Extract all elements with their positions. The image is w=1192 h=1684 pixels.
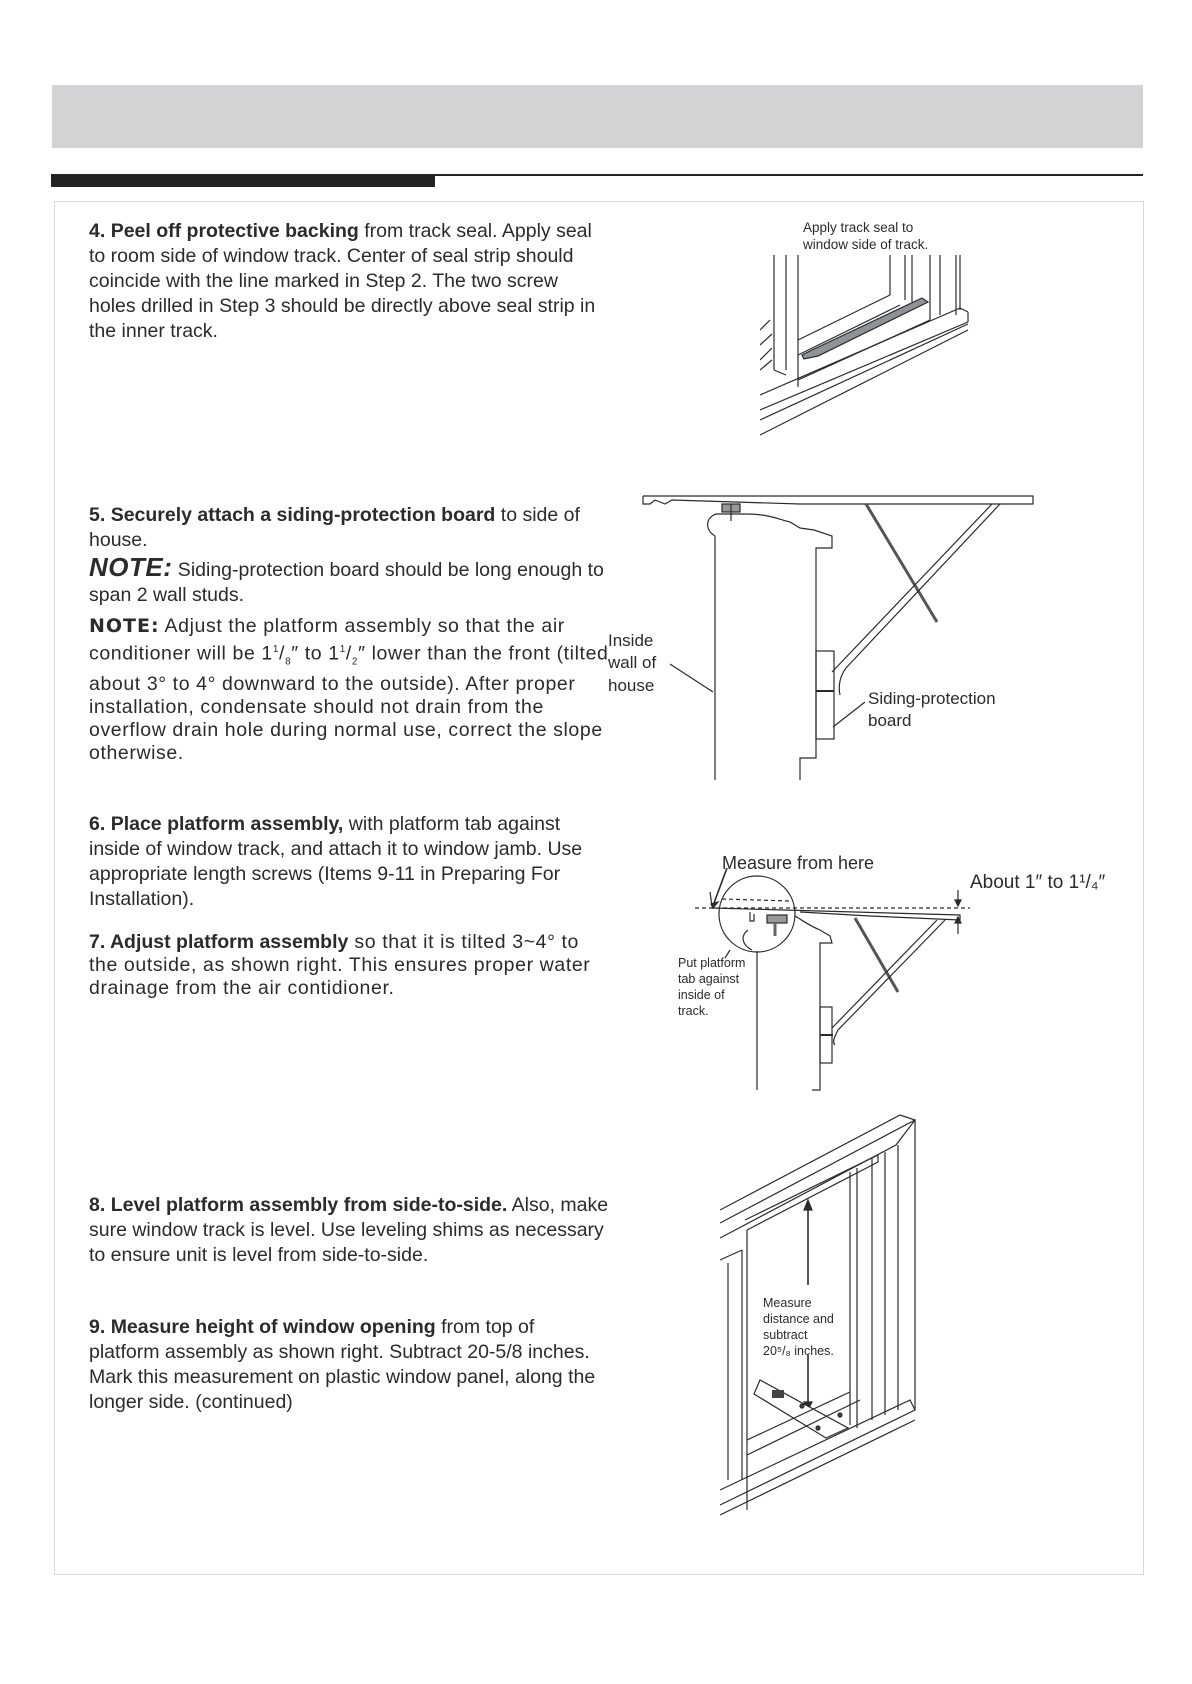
step-9-title: 9. Measure height of window opening xyxy=(89,1316,436,1338)
step-4 xyxy=(89,219,609,344)
step-5-note-1 xyxy=(89,552,609,608)
figure-platform-tilt xyxy=(670,850,1140,1100)
fig1-label-2: window side of track. xyxy=(803,237,929,252)
frac-num: 1 xyxy=(339,644,346,655)
note-text-a: Adjust the platform assembly so that the air conditioner will be 1 xyxy=(89,615,565,665)
step-7-body: so that it is tilted 3~4° to the outside, as shown right. This ensures proper water drainage from the air contidioner. xyxy=(89,931,591,999)
fig2-board-label-1: Siding-protection xyxy=(868,689,996,708)
step-9-body: from top of platform assembly as shown right. Subtract 20-5/8 inches. Mark this measurement on plastic window panel, along the longer side. (continued) xyxy=(89,1316,596,1413)
figure-siding-board xyxy=(600,490,1060,790)
step-7 xyxy=(89,931,599,1000)
fig2-board-label-2: board xyxy=(868,711,912,730)
fig4-label-1: Measure xyxy=(763,1296,812,1310)
step-5-body: to side of house. xyxy=(89,504,580,551)
step-6 xyxy=(89,812,609,912)
step-5-title: 5. Securely attach a siding-protection board xyxy=(89,504,496,526)
siding-board-illustration xyxy=(600,490,1060,790)
fig4-label-2: distance and xyxy=(763,1312,834,1326)
fig4-label-4: 20⁵/₈ inches. xyxy=(763,1344,834,1358)
step-9 xyxy=(89,1315,609,1415)
fig2-wall-label-1: Inside xyxy=(608,631,654,650)
step-6-title: 6. Place platform assembly, xyxy=(89,813,344,835)
note-label: NOTE: xyxy=(89,615,160,637)
frac-den: 2 xyxy=(351,656,359,668)
fig3-about-label: About 1″ to 1¹/₄″ xyxy=(970,872,1106,893)
figure-track-seal xyxy=(760,220,1000,440)
figure-window-height xyxy=(720,1110,930,1540)
step-5 xyxy=(89,503,609,553)
fig3-measure-label: Measure from here xyxy=(722,853,875,873)
fig3-tab-label-3: inside of xyxy=(678,988,725,1002)
step-5-note-2: NOTE: Adjust the platform assembly so that the air conditioner will be $1^1/_8''$ to $1^1/_2''$ lower than the front (tilted about 3° to 4° downward to the outside). After proper installation, condensate should not drain from the overflow drain hole during normal use, correct the slope otherwise. xyxy=(89,615,609,765)
step-4-title: 4. Peel off protective backing xyxy=(89,220,359,242)
step-8 xyxy=(89,1193,609,1268)
note-text-c: lower than the front (tilted about 3° to 4° downward to the outside). After proper installation, condensate should not drain from the overflow drain hole during normal use, correct the slope otherwise. xyxy=(89,642,609,765)
fig1-label-1: Apply track seal to xyxy=(803,220,914,235)
section-rule-thin xyxy=(435,174,1143,176)
note-text: Siding-protection board should be long enough to span 2 wall studs. xyxy=(89,559,604,606)
fig4-label-3: subtract xyxy=(763,1328,808,1342)
fig2-wall-label-2: wall of xyxy=(608,653,657,672)
frac-num: 1 xyxy=(272,644,280,655)
fig3-tab-label-2: tab against xyxy=(678,972,740,986)
header-band xyxy=(52,85,1143,148)
step-6-body: with platform tab against inside of window track, and attach it to window jamb. Use appropriate length screws (Items 9-11 in Preparing For Installation). xyxy=(89,813,583,910)
step-4-body: from track seal. Apply seal to room side of window track. Center of seal strip should coincide with the line marked in Step 2. The two screw holes drilled in Step 3 should be directly above seal strip in the inner track. xyxy=(89,220,596,342)
note-text-b: to 1 xyxy=(298,642,340,665)
track-seal-illustration xyxy=(760,220,1000,440)
step-8-title: 8. Level platform assembly from side-to-side. xyxy=(89,1194,508,1216)
fig2-wall-label-3: house xyxy=(608,676,655,695)
section-rule-thick xyxy=(51,174,435,187)
step-8-body: Also, make sure window track is level. Use leveling shims as necessary to ensure unit is level from side-to-side. xyxy=(89,1194,609,1266)
frac-den: 8 xyxy=(285,656,292,668)
fig3-tab-label-1: Put platform xyxy=(678,956,746,970)
note-label: NOTE: xyxy=(89,552,173,582)
step-7-title: 7. Adjust platform assembly xyxy=(89,931,349,953)
fig3-tab-label-4: track. xyxy=(678,1004,709,1018)
